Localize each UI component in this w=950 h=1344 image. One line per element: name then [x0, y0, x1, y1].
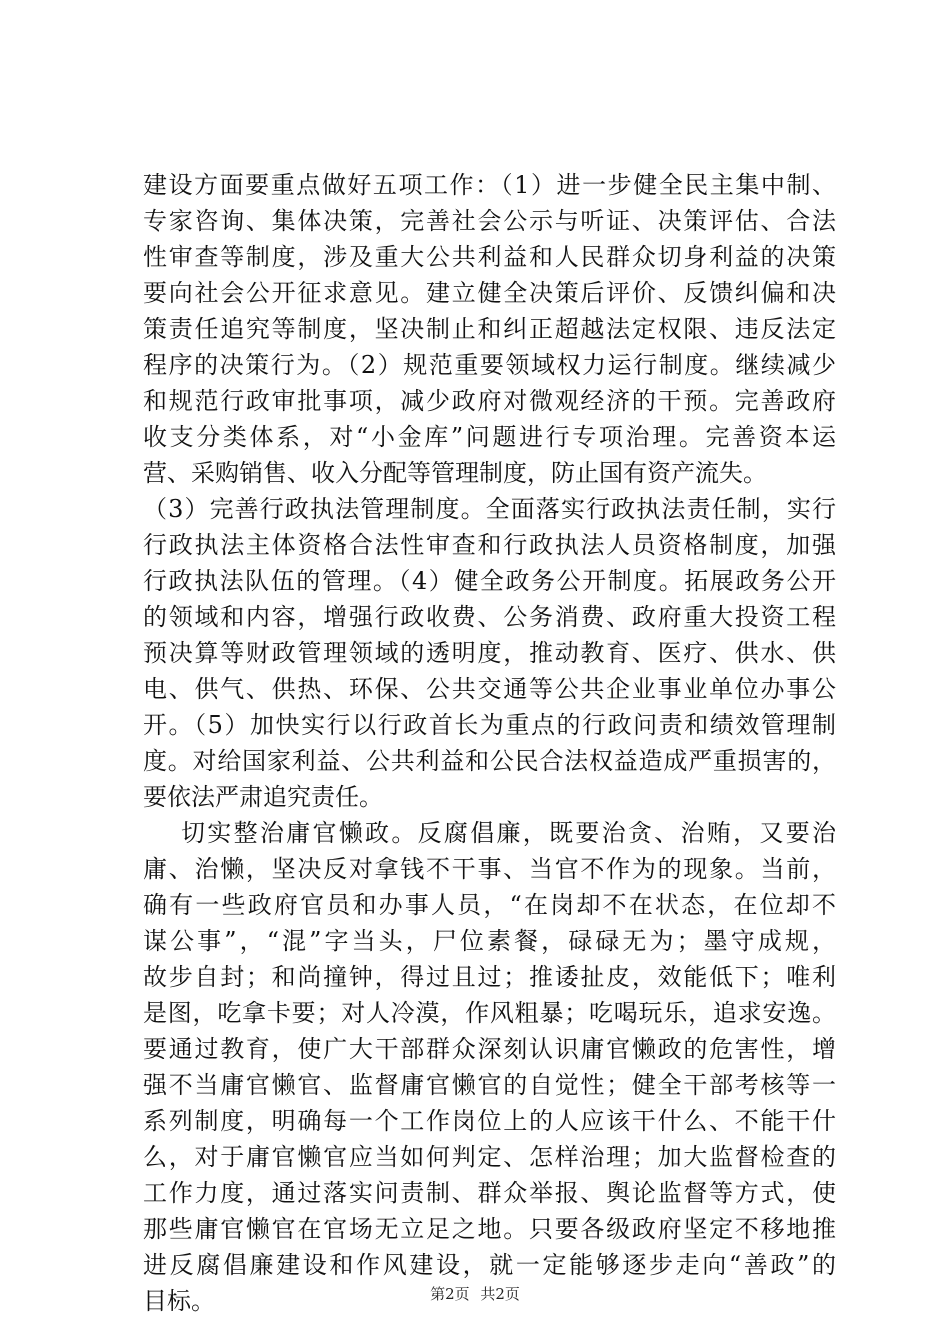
text-line: 程序的决策行为。（2）规范重要领域权力运行制度。继续减少 [143, 351, 836, 379]
text-line: 系列制度，明确每一个工作岗位上的人应该干什么、不能干什 [143, 1107, 836, 1135]
text-line: 和规范行政审批事项，减少政府对微观经济的干预。完善政府 [143, 387, 836, 415]
text-line: （3）完善行政执法管理制度。全面落实行政执法责任制，实行 [143, 495, 836, 523]
text-line: 专家咨询、集体决策，完善社会公示与听证、决策评估、合法 [143, 207, 836, 235]
text-line: 电、供气、供热、环保、公共交通等公共企业事业单位办事公 [143, 675, 836, 703]
text-line: 是图，吃拿卡要；对人冷漠，作风粗暴；吃喝玩乐，追求安逸。 [143, 999, 836, 1027]
text-line: 那些庸官懒官在官场无立足之地。只要各级政府坚定不移地推 [143, 1215, 836, 1243]
page-total: 共2页 [480, 1285, 520, 1303]
text-line: 庸、治懒，坚决反对拿钱不干事、当官不作为的现象。当前， [143, 855, 836, 883]
paragraph-2 [143, 815, 836, 1319]
page-footer [0, 1284, 950, 1304]
text-line: 进反腐倡廉建设和作风建设，就一定能够逐步走向“善政”的 [143, 1251, 836, 1279]
paragraph-1 [143, 167, 836, 815]
text-line: 行政执法主体资格合法性审查和行政执法人员资格制度，加强 [143, 531, 836, 559]
text-line: 么，对于庸官懒官应当如何判定、怎样治理；加大监督检查的 [143, 1143, 836, 1171]
text-line: 切实整治庸官懒政。反腐倡廉，既要治贪、治贿，又要治 [181, 819, 836, 847]
text-line: 故步自封；和尚撞钟，得过且过；推诿扯皮，效能低下；唯利 [143, 963, 836, 991]
text-line: 度。对给国家利益、公共利益和公民合法权益造成严重损害的， [143, 747, 836, 775]
text-line: 强不当庸官懒官、监督庸官懒官的自觉性；健全干部考核等一 [143, 1071, 836, 1099]
text-line: 收支分类体系，对“小金库”问题进行专项治理。完善资本运 [143, 423, 836, 451]
text-line: 建设方面要重点做好五项工作：（1）进一步健全民主集中制、 [143, 171, 836, 199]
text-line: 策责任追究等制度，坚决制止和纠正超越法定权限、违反法定 [143, 315, 836, 343]
text-line: 目标。 [143, 1287, 215, 1315]
text-line: 要向社会公开征求意见。建立健全决策后评价、反馈纠偏和决 [143, 279, 836, 307]
text-line: 工作力度，通过落实问责制、群众举报、舆论监督等方式，使 [143, 1179, 836, 1207]
text-line: 行政执法队伍的管理。（4）健全政务公开制度。拓展政务公开 [143, 567, 836, 595]
text-line: 谋公事”，“混”字当头，尸位素餐，碌碌无为；墨守成规， [143, 927, 836, 955]
text-line: 预决算等财政管理领域的透明度，推动教育、医疗、供水、供 [143, 639, 836, 667]
text-line: 确有一些政府官员和办事人员，“在岗却不在状态，在位却不 [143, 891, 836, 919]
text-line: 营、采购销售、收入分配等管理制度，防止国有资产流失。 [143, 459, 767, 487]
page-number: 第2页 [430, 1285, 470, 1303]
text-line: 开。（5）加快实行以行政首长为重点的行政问责和绩效管理制 [143, 711, 836, 739]
text-line: 要依法严肃追究责任。 [143, 783, 383, 811]
document-body [143, 167, 836, 1319]
text-line: 性审查等制度，涉及重大公共利益和人民群众切身利益的决策 [143, 243, 836, 271]
text-line: 要通过教育，使广大干部群众深刻认识庸官懒政的危害性，增 [143, 1035, 836, 1063]
text-line: 的领域和内容，增强行政收费、公务消费、政府重大投资工程 [143, 603, 836, 631]
